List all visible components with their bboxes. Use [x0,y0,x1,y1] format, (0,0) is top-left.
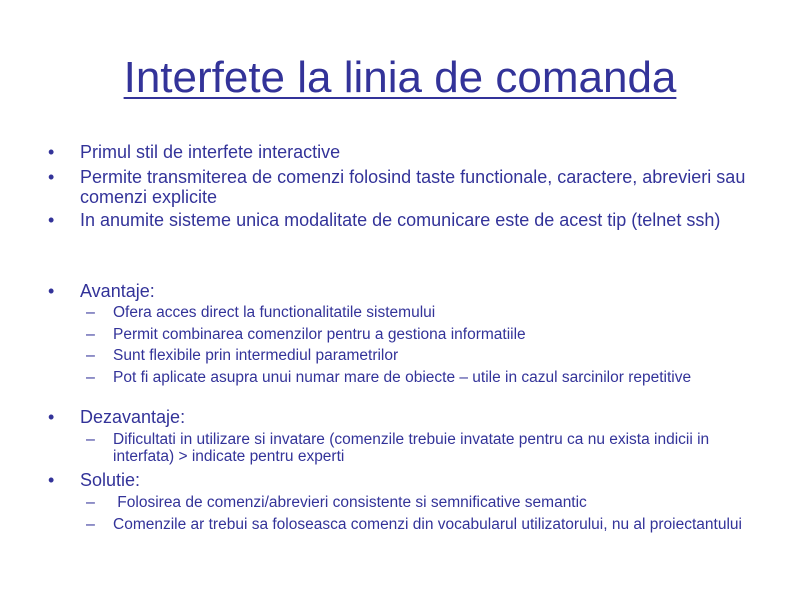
bullet-icon: • [48,142,55,162]
dash-icon: – [86,347,95,364]
bullet-icon: • [48,167,55,187]
dash-icon: – [86,494,95,511]
sub-bullet-item: Folosirea de comenzi/abrevieri consistente si semnificative semantic [113,494,587,511]
bullet-item: In anumite sisteme unica modalitate de comunicare este de acest tip (telnet ssh) [80,210,721,230]
dash-icon: – [86,326,95,343]
bullet-icon: • [48,210,55,230]
section-heading-avantaje: Avantaje: [80,281,155,301]
dash-icon: – [86,516,95,533]
dash-icon: – [86,369,95,386]
section-heading-solutie: Solutie: [80,470,141,490]
dash-icon: – [86,304,95,321]
dash-icon: – [86,431,95,448]
sub-bullet-item: Permit combinarea comenzilor pentru a gestiona informatiile [113,326,526,343]
bullet-item: Primul stil de interfete interactive [80,142,341,162]
bullet-icon: • [48,281,55,301]
bullet-icon: • [48,470,55,490]
bullet-icon: • [48,407,55,427]
bullet-item: Permite transmiterea de comenzi folosind taste functionale, caractere, abrevieri sau comenzi explicite [80,167,746,207]
sub-bullet-item: Comenzile ar trebui sa foloseasca comenzi din vocabularul utilizatorului, nu al proiectantului [113,516,742,533]
sub-bullet-item: Ofera acces direct la functionalitatile sistemului [113,304,436,321]
sub-bullet-item: Pot fi aplicate asupra unui numar mare de obiecte – utile in cazul sarcinilor repetitive [113,369,692,386]
sub-bullet-item: Sunt flexibile prin intermediul parametrilor [113,347,399,364]
sub-bullet-item: Dificultati in utilizare si invatare (comenzile trebuie invatate pentru ca nu exista indicii in interfata) > indicate pentru experti [113,431,710,465]
section-heading-dezavantaje: Dezavantaje: [80,407,186,427]
slide-title: Interfete la linia de comanda [123,53,677,102]
